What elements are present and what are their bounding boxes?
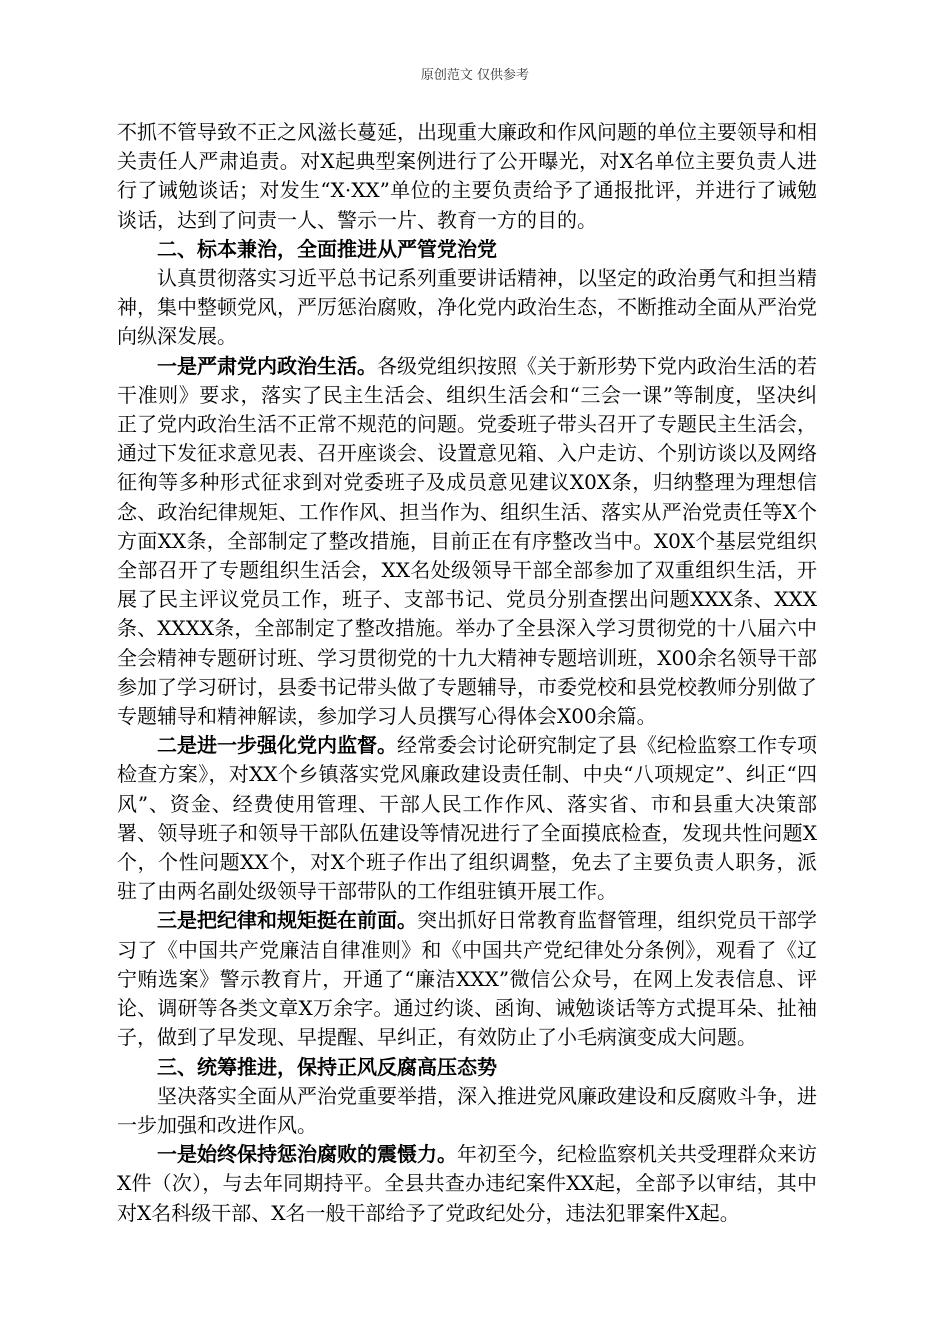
paragraph-text: 各级党组织按照《关于新形势下党内政治生活的若干准则》要求，落实了民主生活会、组织生活会和“三会一课”等制度，坚决纠正了党内政治生活不正常不规范的问题。党委班子带头召开了专题民主生活会，通过下发征求意见表、召开座谈会、设置意见箱、入户走访、个别访谈以及网络征徇等多种形式征求到对党委班子及成员意见建议X0X条，归纳整理为理想信念、政治纪律规矩、工作作风、担当作为、组织生活、落实从严治党责任等X个方面XX条，全部制定了整改措施，目前正在有序整改当中。X0X个基层党组织全部召开了专题组织生活会，XX名处级领导干部全部参加了双重组织生活，开展了民主评议党员工作，班子、支部书记、党员分别查摆出问题XXX条、XXX条、XXXX条，全部制定了整改措施。举办了全县深入学习贯彻党的十八届六中全会精神专题研讨班、学习贯彻党的十九大精神专题培训班，X00余名领导干部参加了学习研讨，县委书记带头做了专题辅导，市委党校和县党校教师分别做了专题辅导和精神解读，参加学习人员撰写心得体会X00余篇。 bbox=[117, 353, 817, 729]
paragraph-text: 突出抓好日常教育监督管理，组织党员干部学习了《中国共产党廉洁自律准则》和《中国共产党纪律处分条例》，观看了《辽宁贿选案》警示教育片，开通了“廉洁XXX”微信公众号，在网上发表信息、评论、调研等各类文章X万余字。通过约谈、函询、诫勉谈话等方式提耳朵、扯袖子，做到了早发现、早提醒、早纠正，有效防止了小毛病演变成大问题。 bbox=[117, 908, 817, 1050]
page-header: 原创范文 仅供参考 bbox=[420, 68, 530, 83]
section-heading-2: 二、标本兼治，全面推进从严管党治党 bbox=[157, 236, 497, 261]
document-body bbox=[117, 118, 817, 1228]
paragraph-lead: 二是进一步强化党内监督。 bbox=[157, 733, 397, 758]
paragraph-lead: 一是严肃党内政治生活。 bbox=[157, 353, 377, 378]
paragraph-text: 经常委会讨论研究制定了县《纪检监察工作专项检查方案》，对XX个乡镇落实党风廉政建设责任制、中央“八项规定”、纠正“四风”、资金、经费使用管理、干部人民工作作风、落实省、市和县重大决策部署、领导班子和领导干部队伍建设等情况进行了全面摸底检查，发现共性问题X个，个性问题XX个，对X个班子作出了组织调整，免去了主要负责人职务，派驻了由两名副处级领导干部带队的工作组驻镇开展工作。 bbox=[117, 733, 817, 904]
section-heading-3: 三、统筹推进，保持正风反腐高压态势 bbox=[157, 1054, 497, 1079]
paragraph-internal-supervision bbox=[117, 731, 817, 906]
paragraph-continuation: 不抓不管导致不正之风滋长蔓延，出现重大廉政和作风问题的单位主要领导和相关责任人严肃追责。对X起典型案例进行了公开曝光，对X名单位主要负责人进行了诫勉谈话；对发生“X·XX”单位的主要负责给予了通报批评，并进行了诫勉谈话，达到了问责一人、警示一片、教育一方的目的。 bbox=[117, 120, 817, 232]
paragraph-political-life bbox=[117, 352, 817, 732]
paragraph-section-3-intro: 坚决落实全面从严治党重要举措，深入推进党风廉政建设和反腐败斗争，进一步加强和改进作风。 bbox=[117, 1083, 817, 1137]
paragraph-anti-corruption bbox=[117, 1140, 817, 1228]
paragraph-discipline-rules bbox=[117, 906, 817, 1052]
paragraph-section-2-intro: 认真贯彻落实习近平总书记系列重要讲话精神，以坚定的政治勇气和担当精神，集中整顿党风，严厉惩治腐败，净化党内政治生态，不断推动全面从严治党向纵深发展。 bbox=[117, 266, 817, 349]
paragraph-lead: 一是始终保持惩治腐败的震慑力。 bbox=[157, 1142, 457, 1167]
paragraph-lead: 三是把纪律和规矩挺在前面。 bbox=[157, 908, 417, 933]
paragraph-text: 年初至今，纪检监察机关共受理群众来访X件（次），与去年同期持平。全县共查办违纪案件XX起，全部予以审结，其中对X名科级干部、X名一般干部给予了党政纪处分，违法犯罪案件X起。 bbox=[117, 1142, 817, 1225]
